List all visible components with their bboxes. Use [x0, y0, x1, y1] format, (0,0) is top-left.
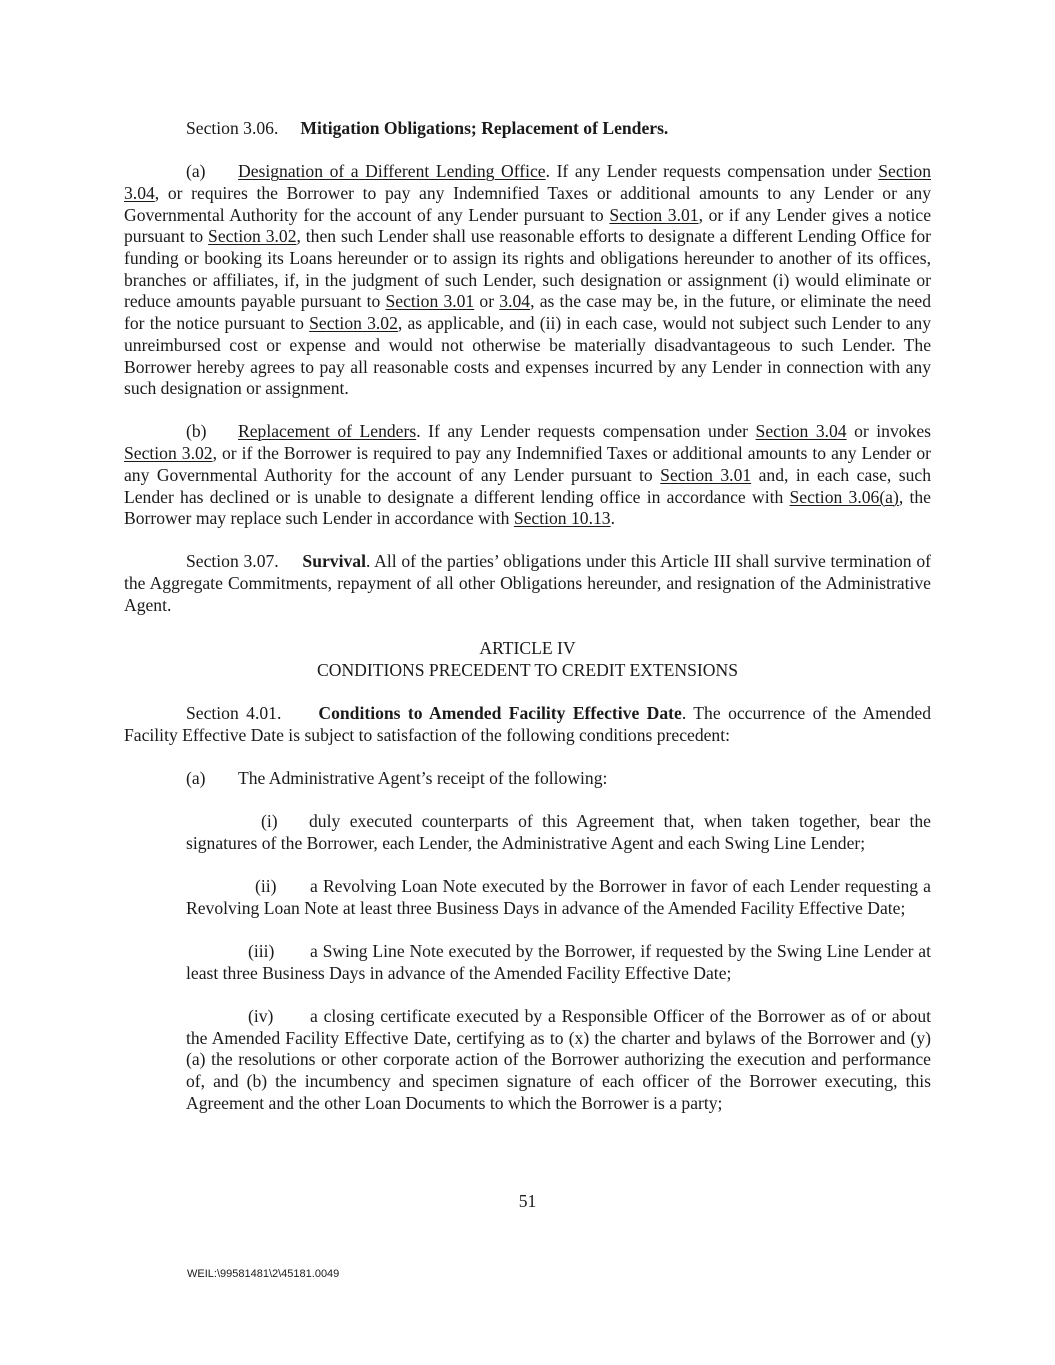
cross-reference: Section 10.13 — [513, 508, 611, 529]
condition-item-ii — [124, 876, 931, 919]
article-number: ARTICLE IV — [479, 638, 576, 659]
section-3-06-b — [124, 421, 931, 530]
body-text: , then such Lender shall use reasonable efforts to designate a different Lending Office for funding or booking its Loans hereunder or to assign its rights and obligations hereunder to another of its offices, branches or affiliates, if, in the judgment of such Lender, such designation or assignment (i) would eliminate or reduce amounts payable pursuant to — [124, 226, 932, 312]
clause-label: (b) — [186, 421, 207, 442]
body-text: , or requires the Borrower to pay any Indemnified Taxes or additional amounts to any Lender or any Governmental Authority for the account of any Lender pursuant to — [124, 182, 931, 225]
cross-reference: Section 3.01 — [385, 291, 475, 312]
item-label: (i) — [261, 811, 278, 832]
section-4-01 — [124, 703, 931, 746]
page-number: 51 — [518, 1191, 537, 1211]
clause-label: (a) — [186, 767, 206, 788]
cross-reference: Section 3.02 — [124, 443, 213, 464]
document-footer-id: WEIL:\99581481\2\45181.0049 — [187, 1268, 340, 1280]
cross-reference: Section 3.04 — [124, 161, 931, 203]
section-3-06-heading — [124, 118, 931, 140]
condition-item-iv — [124, 1006, 931, 1115]
section-title: Mitigation Obligations; Replacement of Lenders. — [300, 118, 669, 138]
body-text: or — [474, 291, 500, 312]
item-label: (iii) — [248, 940, 275, 961]
document-page — [124, 118, 931, 1114]
item-label: (ii) — [255, 875, 277, 896]
section-3-06-a — [124, 161, 931, 400]
section-4-01-a — [124, 768, 931, 790]
section-number: Section 3.07. — [186, 551, 279, 572]
body-text: The Administrative Agent’s receipt of the following: — [238, 767, 608, 788]
body-text: , the Borrower may replace such Lender in accordance with — [124, 486, 931, 529]
body-text: . — [610, 508, 615, 529]
body-text: . If any Lender requests compensation under — [416, 421, 756, 442]
body-text: , as applicable, and (ii) in each case, would not subject such Lender to any unreimbursed cost or expense and would not otherwise be materially disadvantageous to such Lender. The Borrower hereby agrees to pay all reasonable costs and expenses incurred by any Lender in connection with any such designation or assignment. — [124, 313, 931, 399]
section-3-07 — [124, 551, 931, 616]
section-number: Section 3.06. — [186, 118, 279, 138]
clause-heading: Designation of a Different Lending Office — [238, 161, 546, 182]
section-number: Section 4.01. — [186, 702, 282, 723]
condition-item-i — [124, 811, 931, 854]
body-text: . All of the parties’ obligations under this Article III shall survive termination of the Aggregate Commitments, repayment of all other Obligations hereunder, and resignation of the Administrative Agent. — [124, 551, 931, 615]
item-text: a Revolving Loan Note executed by the Borrower in favor of each Lender requesting a Revolving Loan Note at least three Business Days in advance of the Amended Facility Effective Date; — [186, 875, 931, 918]
clause-heading: Replacement of Lenders — [238, 421, 417, 442]
cross-reference: 3.04 — [499, 291, 531, 312]
cross-reference: Section 3.04 — [755, 421, 847, 442]
body-text: , or if the Borrower is required to pay any Indemnified Taxes or additional amounts to any Lender or any Governmental Authority for the account of any Lender pursuant to — [124, 443, 931, 485]
cross-reference: Section 3.02 — [309, 313, 398, 334]
item-text: duly executed counterparts of this Agreement that, when taken together, bear the signatures of the Borrower, each Lender, the Administrative Agent and each Swing Line Lender; — [186, 811, 931, 853]
body-text: . If any Lender requests compensation under — [545, 161, 879, 182]
article-title: CONDITIONS PRECEDENT TO CREDIT EXTENSIONS — [317, 659, 738, 680]
body-text: . The occurrence of the Amended Facility Effective Date is subject to satisfaction of the following conditions precedent: — [124, 702, 932, 745]
cross-reference: Section 3.06(a) — [789, 486, 899, 507]
item-text: a Swing Line Note executed by the Borrower, if requested by the Swing Line Lender at least three Business Days in advance of the Amended Facility Effective Date; — [186, 940, 931, 983]
section-title: Survival — [302, 551, 366, 572]
cross-reference: Section 3.02 — [208, 226, 297, 247]
clause-label: (a) — [186, 161, 206, 182]
cross-reference: Section 3.01 — [660, 464, 752, 485]
body-text: or invokes — [846, 421, 932, 442]
condition-item-iii — [124, 941, 931, 984]
item-label: (iv) — [248, 1005, 274, 1026]
body-text: , as the case may be, in the future, or eliminate the need for the notice pursuant to — [124, 291, 931, 334]
item-text: a closing certificate executed by a Responsible Officer of the Borrower as of or about the Amended Facility Effective Date, certifying as to (x) the charter and bylaws of the Borrower and (y) (a) the resolutions or other corporate action of the Borrower authorizing the execution and performance of, and (b) the incumbency and specimen signature of each officer of the Borrower executing, this Agreement and the other Loan Documents to which the Borrower is a party; — [186, 1005, 931, 1113]
body-text: , or if any Lender gives a notice pursuant to — [124, 204, 931, 247]
cross-reference: Section 3.01 — [609, 204, 699, 225]
body-text: and, in each case, such Lender has declined or is unable to designate a different lending office in accordance with — [124, 464, 931, 507]
section-title: Conditions to Amended Facility Effective Date — [318, 702, 682, 723]
